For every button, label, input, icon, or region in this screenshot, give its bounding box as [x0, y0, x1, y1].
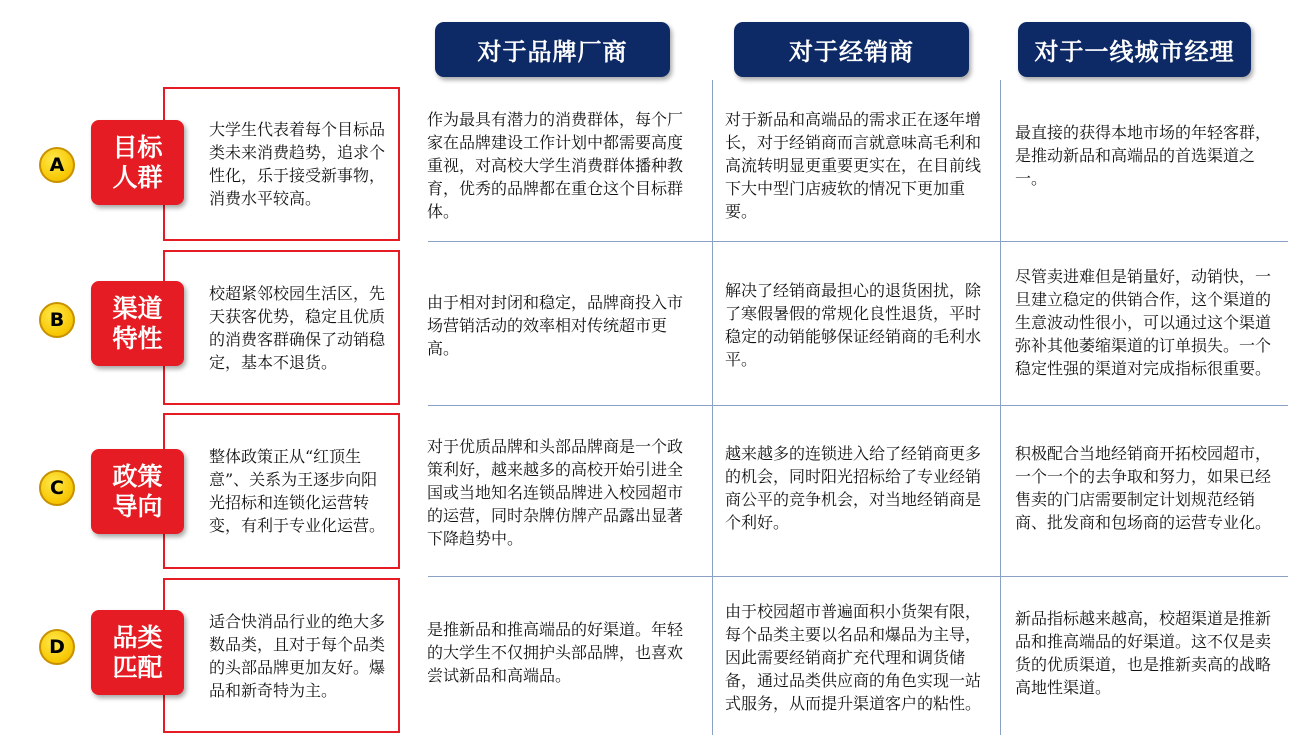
row-c-label: 政策导向	[91, 449, 184, 534]
row-d-cell-city-manager: 新品指标越来越高，校超渠道是推新品和推高端品的好渠道。这不仅是卖货的优质渠道，也是推新卖高的战略高地性渠道。	[1015, 608, 1272, 697]
row-a-description: 大学生代表着每个目标品类未来消费趋势，追求个性化，乐于接受新事物，消费水平较高。	[209, 120, 386, 208]
row-b-cell-brand: 由于相对封闭和稳定，品牌商投入市场营销活动的效率相对传统超市更高。	[427, 292, 684, 358]
row-b-description: 校超紧邻校园生活区，先天获客优势，稳定且优质的消费客群确保了动销稳定，基本不退货。	[209, 283, 386, 372]
header-brand: 对于品牌厂商	[435, 22, 670, 77]
grid-horizontal-3	[428, 576, 1288, 577]
row-c-letter-badge: C	[39, 470, 75, 506]
row-a-label: 目标人群	[91, 120, 184, 205]
row-d-cell-distributor: 由于校园超市普遍面积小货架有限，每个品类主要以名品和爆品为主导，因此需要经销商扩充代理和调货储备，通过品类供应商的角色实现一站式服务，从而提升渠道客户的粘性。	[725, 602, 982, 713]
row-d-label: 品类匹配	[91, 610, 184, 695]
row-a-cell-distributor: 对于新品和高端品的需求正在逐年增长，对于经销商而言就意味高毛利和高流转明显更重要更实在，在目前线下大中型门店疲软的情况下更加重要。	[725, 109, 982, 221]
row-c-description-box	[163, 413, 400, 569]
row-b-description-box	[163, 250, 400, 405]
row-c-cell-city-manager: 积极配合当地经销商开拓校园超市，一个一个的去争取和努力，如果已经售卖的门店需要制定计划规范经销商、批发商和包场商的运营专业化。	[1015, 443, 1272, 532]
row-d-description-box	[163, 578, 400, 733]
row-c-cell-distributor: 越来越多的连锁进入给了经销商更多的机会，同时阳光招标给了专业经销商公平的竞争机会，对当地经销商是个利好。	[725, 443, 982, 532]
grid-vertical-2	[1000, 80, 1001, 735]
row-d-cell-brand: 是推新品和推高端品的好渠道。年轻的大学生不仅拥护头部品牌，也喜欢尝试新品和高端品。	[427, 620, 684, 685]
row-a-cell-city-manager: 最直接的获得本地市场的年轻客群，是推动新品和高端品的首选渠道之一。	[1015, 122, 1272, 188]
row-a-description-box	[163, 87, 400, 241]
grid-horizontal-1	[428, 241, 1288, 242]
row-d-letter-badge: D	[39, 629, 75, 665]
row-a-cell-brand: 作为最具有潜力的消费群体，每个厂家在品牌建设工作计划中都需要高度重视，对高校大学生消费群体播种教育，优秀的品牌都在重仓这个目标群体。	[427, 109, 684, 221]
row-b-label: 渠道特性	[91, 281, 184, 366]
row-c-description: 整体政策正从“红顶生意”、关系为王逐步向阳光招标和连锁化运营转变，有利于专业化运营。	[209, 447, 386, 535]
row-c-cell-brand: 对于优质品牌和头部品牌商是一个政策利好，越来越多的高校开始引进全国或当地知名连锁品牌进入校园超市的运营，同时杂牌仿牌产品露出显著下降趋势中。	[427, 436, 684, 548]
row-b-cell-city-manager: 尽管卖进难但是销量好，动销快，一旦建立稳定的供销合作，这个渠道的生意波动性很小，可以通过这个渠道弥补其他萎缩渠道的订单损失。一个稳定性强的渠道对完成指标很重要。	[1015, 267, 1272, 378]
header-city-manager: 对于一线城市经理	[1018, 22, 1251, 77]
row-d-description: 适合快消品行业的绝大多数品类，且对于每个品类的头部品牌更加友好。爆品和新奇特为主。	[209, 611, 386, 700]
grid-horizontal-2	[428, 405, 1288, 406]
row-b-letter-badge: B	[39, 302, 75, 338]
row-a-letter-badge: A	[39, 147, 75, 183]
row-b-cell-distributor: 解决了经销商最担心的退货困扰，除了寒假暑假的常规化良性退货，平时稳定的动销能够保证经销商的毛利水平。	[725, 281, 982, 369]
header-distributor: 对于经销商	[734, 22, 969, 77]
